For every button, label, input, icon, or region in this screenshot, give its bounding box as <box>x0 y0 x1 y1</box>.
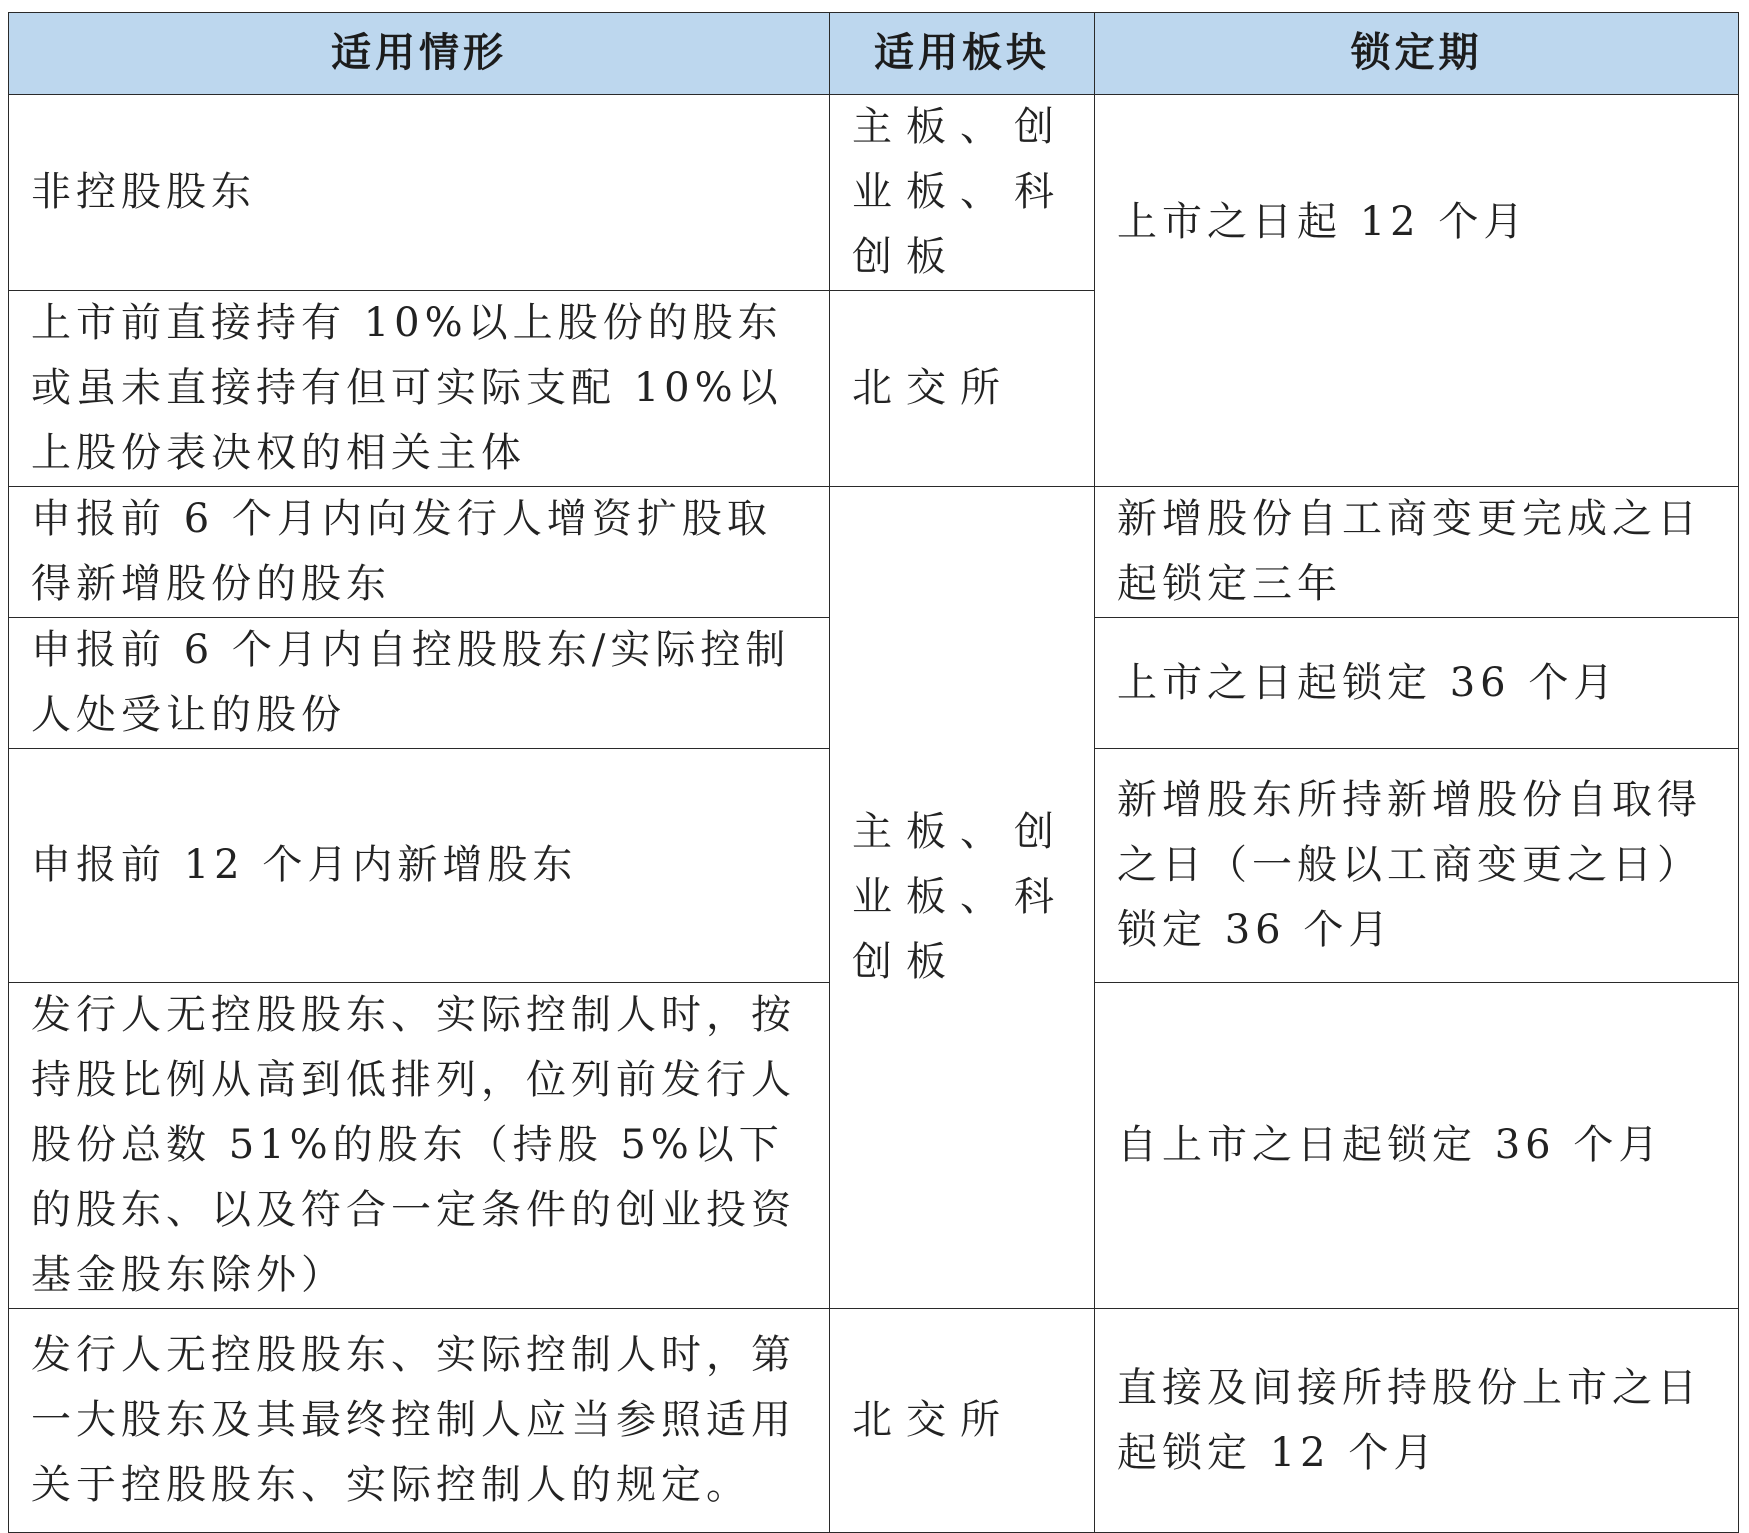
cell-board: 主板、创业板、科创板 <box>830 487 1095 1309</box>
lockup-period-table <box>8 12 1739 1533</box>
cell-lock-period: 新增股份自工商变更完成之日起锁定三年 <box>1095 487 1739 618</box>
lockup-table-container <box>8 12 1738 1508</box>
cell-lock-period: 上市之日起锁定 36 个月 <box>1095 618 1739 749</box>
table-row <box>9 487 1739 618</box>
cell-situation: 上市前直接持有 10%以上股份的股东或虽未直接持有但可实际支配 10%以上股份表决权的相关主体 <box>9 291 830 487</box>
cell-lock-period: 上市之日起 12 个月 <box>1095 95 1739 487</box>
cell-lock-period: 直接及间接所持股份上市之日起锁定 12 个月 <box>1095 1309 1739 1533</box>
cell-board: 北交所 <box>830 1309 1095 1533</box>
cell-board: 主板、创业板、科创板 <box>830 95 1095 291</box>
header-situation: 适用情形 <box>9 13 830 95</box>
table-row <box>9 1309 1739 1533</box>
cell-lock-period: 新增股东所持新增股份自取得之日（一般以工商变更之日）锁定 36 个月 <box>1095 749 1739 983</box>
cell-situation: 申报前 6 个月内自控股股东/实际控制人处受让的股份 <box>9 618 830 749</box>
cell-board: 北交所 <box>830 291 1095 487</box>
cell-situation: 发行人无控股股东、实际控制人时，第一大股东及其最终控制人应当参照适用关于控股股东、实际控制人的规定。 <box>9 1309 830 1533</box>
cell-situation: 申报前 6 个月内向发行人增资扩股取得新增股份的股东 <box>9 487 830 618</box>
header-lock-period: 锁定期 <box>1095 13 1739 95</box>
table-header-row <box>9 13 1739 95</box>
cell-situation: 非控股股东 <box>9 95 830 291</box>
table-row <box>9 95 1739 291</box>
cell-situation: 发行人无控股股东、实际控制人时，按持股比例从高到低排列，位列前发行人股份总数 51%的股东（持股 5%以下的股东、以及符合一定条件的创业投资基金股东除外） <box>9 983 830 1309</box>
cell-situation: 申报前 12 个月内新增股东 <box>9 749 830 983</box>
header-board: 适用板块 <box>830 13 1095 95</box>
cell-lock-period: 自上市之日起锁定 36 个月 <box>1095 983 1739 1309</box>
